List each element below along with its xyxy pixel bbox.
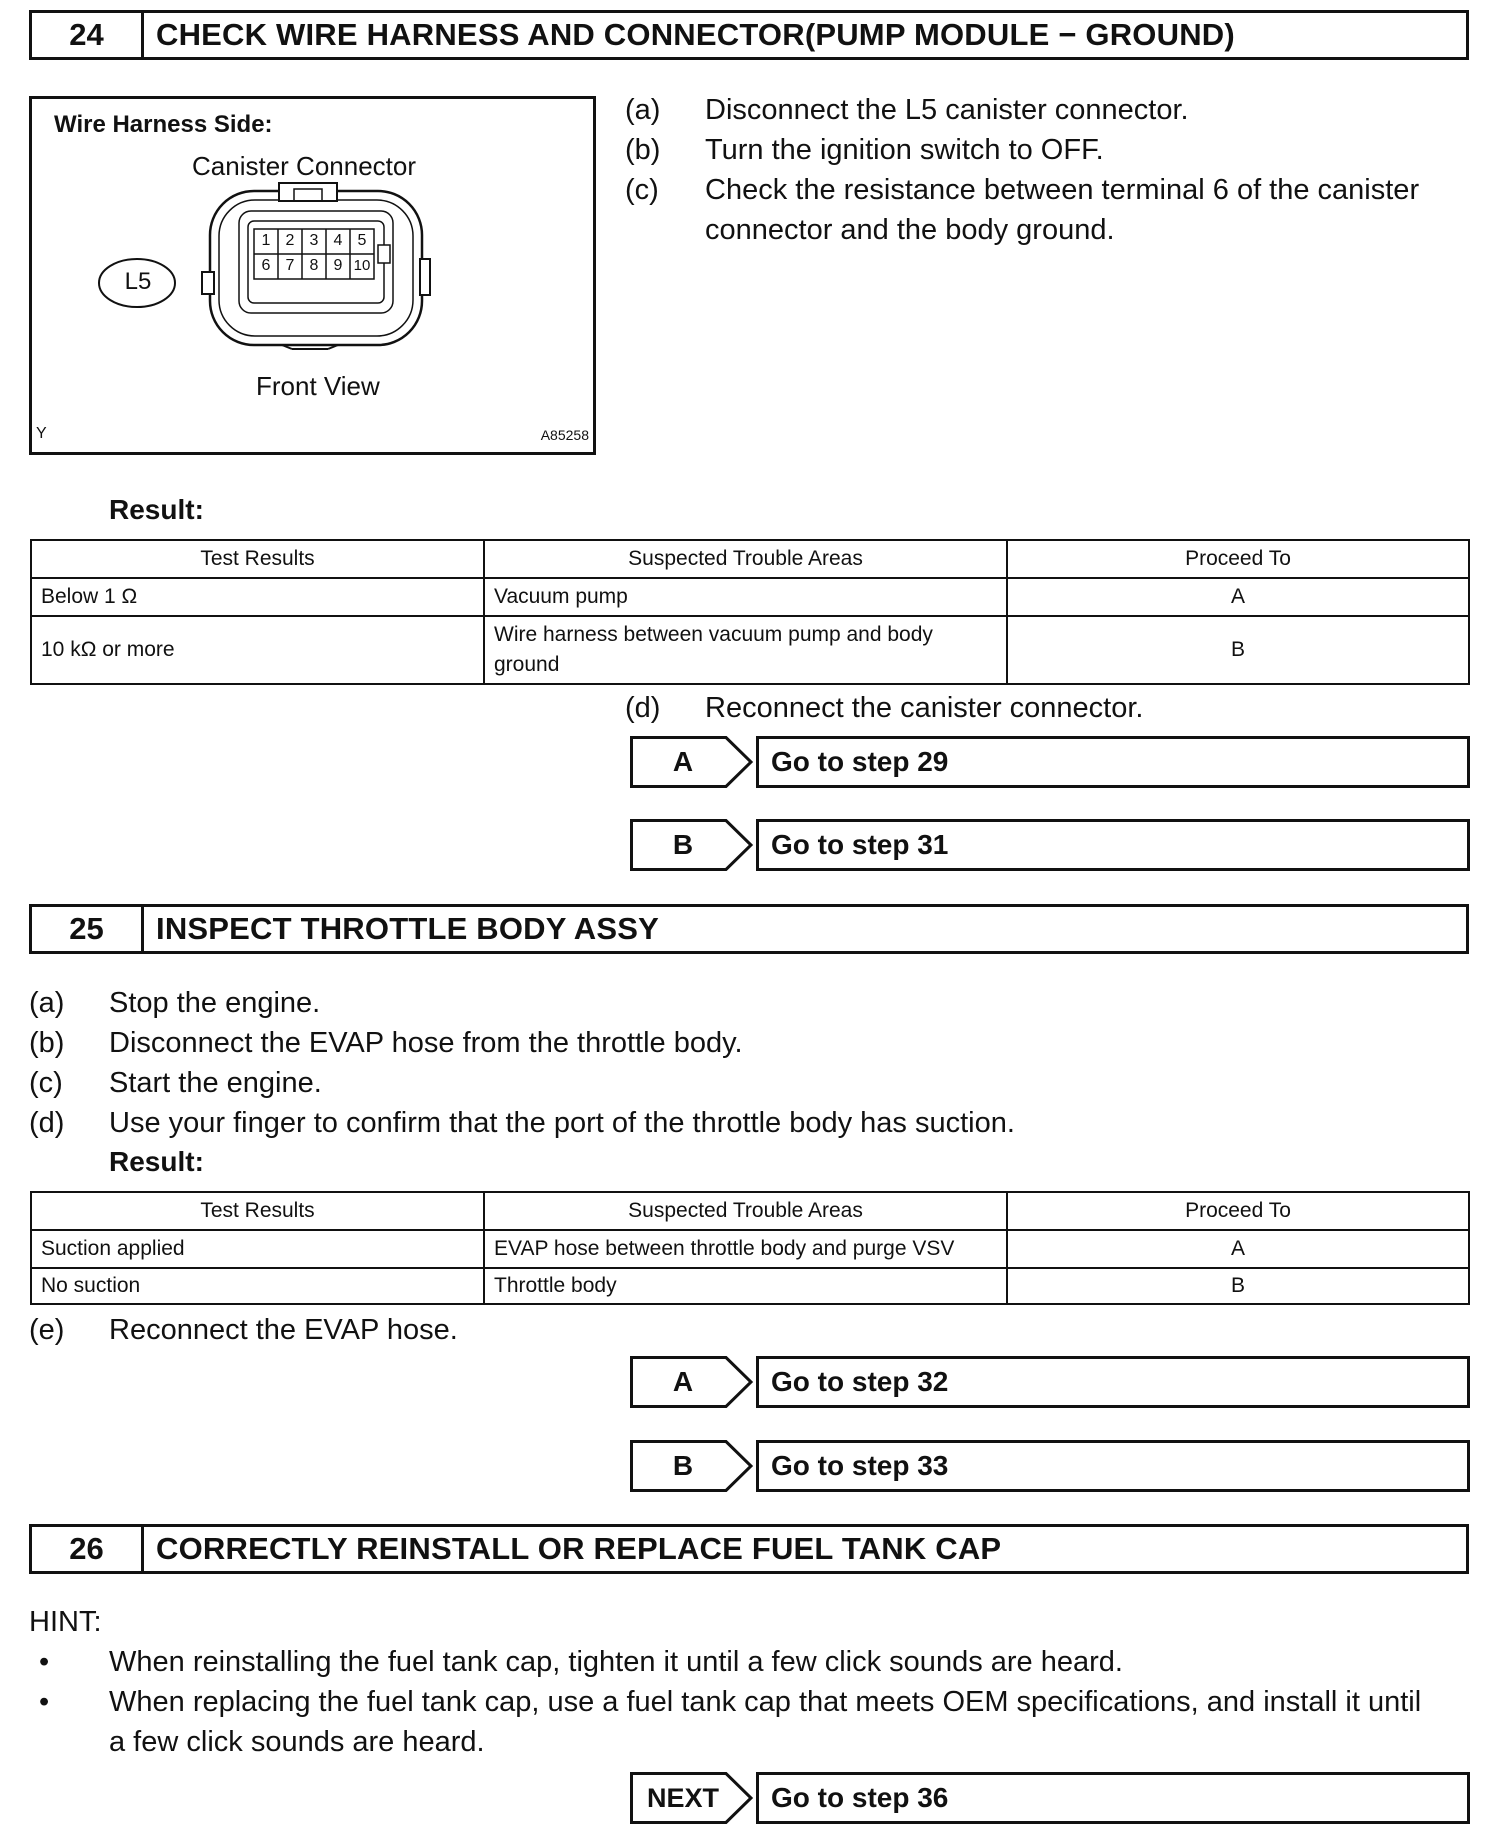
step-number: 24 [32,13,144,57]
instruction-text: Use your finger to confirm that the port of the throttle body has suction. [109,1107,1015,1139]
step-title: INSPECT THROTTLE BODY ASSY [156,911,659,946]
column-header: Suspected Trouble Areas [484,1192,1007,1230]
instruction-text: connector and the body ground. [705,214,1115,246]
table-cell: A [1007,1230,1469,1268]
column-header: Test Results [31,540,484,578]
column-header: Proceed To [1007,540,1469,578]
instruction-text: Start the engine. [109,1067,322,1099]
connector-right-tab [420,259,430,295]
pin-label: 2 [285,232,295,249]
pin-label: 10 [353,257,371,274]
table-row [31,1230,1469,1268]
table-cell: No suction [31,1268,484,1304]
step-title: CORRECTLY REINSTALL OR REPLACE FUEL TANK CAP [156,1531,1002,1566]
figure-corner-label: Y [36,425,47,442]
wire-harness-side-label: Wire Harness Side: [54,111,273,138]
table-header-row [31,1192,1469,1230]
pin-label: 9 [333,257,343,274]
goto-destination[interactable]: Go to step 29 [756,736,1470,788]
instruction-label: (b) [29,1027,65,1059]
step-number: 26 [32,1527,144,1571]
table-cell: Below 1 Ω [31,578,484,616]
cell-line: Wire harness between vacuum pump and body [494,623,933,646]
goto-code: A [672,746,694,777]
instruction-label: (a) [29,987,65,1019]
pin-label: 3 [309,232,319,249]
instruction-text: Reconnect the canister connector. [705,692,1144,724]
goto-destination[interactable]: Go to step 36 [756,1772,1470,1824]
table-cell-multiline [484,616,1007,684]
instruction-label: (c) [625,174,659,206]
step-title: CHECK WIRE HARNESS AND CONNECTOR(PUMP MODULE − GROUND) [156,17,1235,52]
goto-step-32[interactable] [630,1356,1470,1408]
table-cell: B [1007,616,1469,684]
table-cell: A [1007,578,1469,616]
cell-line: ground [494,653,560,676]
column-header: Suspected Trouble Areas [484,540,1007,578]
goto-step-31[interactable] [630,819,1470,871]
step-25-header [29,904,1469,954]
goto-destination[interactable]: Go to step 33 [756,1440,1470,1492]
connector-title: Canister Connector [192,151,416,181]
instruction-label: (a) [625,94,661,126]
goto-code: A [672,1366,694,1397]
table-cell: Throttle body [484,1268,1007,1304]
table-cell: Vacuum pump [484,578,1007,616]
result-table [30,1191,1470,1305]
pin-label: 7 [285,257,295,274]
goto-step-33[interactable] [630,1440,1470,1492]
pin-label: 6 [261,257,271,274]
goto-code: NEXT [646,1782,719,1813]
goto-step-29[interactable] [630,736,1470,788]
view-label: Front View [256,371,380,401]
instruction-label: (e) [29,1314,65,1346]
hint-heading: HINT: [29,1606,102,1638]
column-header: Proceed To [1007,1192,1469,1230]
step-26-header [29,1524,1469,1574]
goto-code: B [672,829,694,860]
table-row [31,1268,1469,1304]
table-cell: Suction applied [31,1230,484,1268]
hint-text: When replacing the fuel tank cap, use a fuel tank cap that meets OEM specifications, and install it until [109,1686,1422,1718]
instruction-text: Disconnect the L5 canister connector. [705,94,1189,126]
table-row [31,578,1469,616]
pin-label: 5 [357,232,367,249]
figure-id: A85258 [540,427,589,443]
instruction-text: Turn the ignition switch to OFF. [705,134,1104,166]
connector-left-tab [202,272,214,294]
goto-destination[interactable]: Go to step 31 [756,819,1470,871]
goto-destination[interactable]: Go to step 32 [756,1356,1470,1408]
instruction-text: Reconnect the EVAP hose. [109,1314,458,1346]
result-label: Result: [109,494,204,525]
table-cell: EVAP hose between throttle body and purge VSV [484,1230,1007,1268]
bullet-icon: • [39,1686,50,1718]
hint-text: a few click sounds are heard. [109,1726,485,1758]
instruction-label: (d) [29,1107,65,1139]
pin-label: 1 [261,232,271,249]
goto-step-36[interactable] [630,1772,1470,1824]
table-header-row [31,540,1469,578]
table-cell: 10 kΩ or more [31,616,484,684]
hint-text: When reinstalling the fuel tank cap, tighten it until a few click sounds are heard. [109,1646,1123,1678]
result-label: Result: [109,1146,204,1177]
connector-latch [279,183,337,201]
instruction-text: Stop the engine. [109,987,321,1019]
instruction-text: Disconnect the EVAP hose from the throttle body. [109,1027,743,1059]
column-header: Test Results [31,1192,484,1230]
instruction-label: (d) [625,692,661,724]
step-number: 25 [32,907,144,951]
connector-figure [29,96,596,455]
instruction-label: (c) [29,1067,63,1099]
pin-label: 8 [309,257,319,274]
connector-code-label: L5 [124,268,152,295]
pin-label: 4 [333,232,343,249]
step-24-header [29,10,1469,60]
table-row [31,616,1469,684]
bullet-icon: • [39,1646,50,1678]
instruction-label: (b) [625,134,661,166]
instruction-text: Check the resistance between terminal 6 of the canister [705,174,1420,206]
table-cell: B [1007,1268,1469,1304]
goto-code: B [672,1450,694,1481]
result-table [30,539,1470,685]
